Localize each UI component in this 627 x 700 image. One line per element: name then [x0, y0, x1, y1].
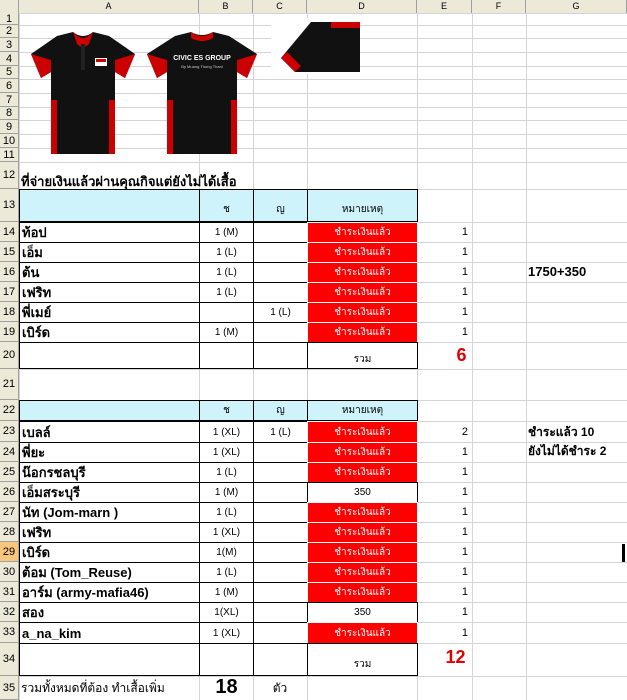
section2-total-value: 12 [445, 646, 466, 667]
column-header-b[interactable]: B [199, 0, 253, 13]
row-header-5[interactable]: 5 [0, 66, 19, 79]
qty-cell[interactable]: 1 [461, 506, 468, 518]
row-header-34[interactable]: 34 [0, 643, 19, 676]
male-size-cell[interactable]: 1 (XL) [199, 522, 254, 543]
female-size-cell[interactable] [253, 522, 308, 543]
summary-label: รวมทั้งหมดที่ต้อง ทำเสื้อเพิ่ม [21, 680, 165, 695]
name-cell[interactable]: เบลล์ [19, 421, 200, 443]
name-cell[interactable]: พี่เมย์ [19, 302, 200, 323]
row-header-1[interactable]: 1 [0, 13, 19, 25]
row-header-8[interactable]: 8 [0, 107, 19, 120]
name-cell[interactable]: เบิร์ด [19, 542, 200, 563]
female-size-cell[interactable] [253, 322, 308, 343]
male-size-cell[interactable]: 1(XL) [199, 602, 254, 623]
male-size-cell[interactable]: 1 (L) [199, 502, 254, 523]
payment-status-paid[interactable]: ชำระเงินแล้ว [307, 562, 418, 583]
qty-cell[interactable]: 1 [461, 626, 468, 639]
column-header-a[interactable]: A [19, 0, 199, 13]
row-header-10[interactable]: 10 [0, 134, 19, 148]
female-size-cell[interactable] [253, 282, 308, 303]
summary-value: 18 [215, 675, 238, 698]
male-size-cell[interactable]: 1 (L) [199, 242, 254, 263]
qty-cell[interactable]: 1 [461, 326, 468, 338]
female-size-cell[interactable] [253, 542, 308, 563]
section2-side-note-paid: ชำระแล้ว 10 [528, 425, 595, 439]
male-size-cell[interactable]: 1(M) [199, 542, 254, 563]
qty-cell[interactable]: 1 [461, 306, 468, 318]
row-header-21[interactable]: 21 [0, 369, 19, 400]
section1-header-female: ญ [253, 189, 308, 222]
female-size-cell[interactable]: 1 (L) [253, 421, 308, 443]
row-header-7[interactable]: 7 [0, 93, 19, 107]
row-header-32[interactable]: 32 [0, 602, 19, 622]
female-size-cell[interactable] [253, 442, 308, 463]
male-size-cell[interactable]: 1 (L) [199, 562, 254, 583]
female-size-cell[interactable] [253, 502, 308, 523]
polo-sleeve-image[interactable] [271, 18, 360, 74]
male-size-cell[interactable]: 1 (L) [199, 462, 254, 483]
payment-status-paid[interactable]: ชำระเงินแล้ว [307, 322, 418, 343]
column-header-d[interactable]: D [307, 0, 417, 13]
male-size-cell[interactable]: 1 (M) [199, 482, 254, 503]
polo-back-image[interactable] [143, 30, 261, 158]
qty-cell[interactable]: 1 [461, 446, 468, 458]
payment-status-paid[interactable]: ชำระเงินแล้ว [307, 282, 418, 303]
name-cell[interactable]: น๊อกรชลบุรี [19, 462, 200, 483]
polo-back-logo-text: CIVIC ES GROUP [173, 55, 231, 62]
female-size-cell[interactable] [253, 462, 308, 483]
female-size-cell[interactable] [253, 262, 308, 283]
column-header-g[interactable]: G [526, 0, 627, 13]
row-header-31[interactable]: 31 [0, 582, 19, 602]
female-size-cell[interactable] [253, 482, 308, 503]
row-header-15[interactable]: 15 [0, 242, 19, 262]
name-cell[interactable]: อาร์ม (army-mafia46) [19, 582, 200, 603]
row-header-9[interactable]: 9 [0, 120, 19, 134]
section2-total-blank [19, 643, 200, 676]
row-header-22[interactable]: 22 [0, 400, 19, 421]
male-size-cell[interactable]: 1 (XL) [199, 421, 254, 443]
name-cell[interactable]: พี่ยะ [19, 442, 200, 463]
row-header-3[interactable]: 3 [0, 38, 19, 52]
column-header-bar [0, 0, 627, 14]
row-header-23[interactable]: 23 [0, 421, 19, 442]
select-all-corner[interactable] [0, 0, 19, 13]
male-size-cell[interactable] [199, 302, 254, 323]
row-header-20[interactable]: 20 [0, 342, 19, 369]
qty-cell[interactable]: 1 [461, 246, 468, 258]
gridline-row [19, 162, 627, 163]
row-header-28[interactable]: 28 [0, 522, 19, 542]
section1-title: ที่จ่ายเงินแล้วผ่านคุณกิจแต่ยังไม่ได้เสื้อ [21, 173, 237, 189]
qty-cell[interactable]: 1 [461, 266, 468, 278]
qty-cell[interactable]: 1 [461, 566, 468, 578]
section2-header-male: ช [199, 400, 254, 421]
section1-total-label: รวม [307, 342, 418, 369]
name-cell[interactable]: ต้อม (Tom_Reuse) [19, 562, 200, 583]
payment-status-paid[interactable]: ชำระเงินแล้ว [307, 302, 418, 323]
qty-cell[interactable]: 1 [461, 606, 468, 618]
payment-status-paid[interactable]: ชำระเงินแล้ว [307, 222, 418, 243]
name-cell[interactable]: สอง [19, 602, 200, 623]
female-size-cell[interactable] [253, 242, 308, 263]
section2-header-female: ญ [253, 400, 308, 421]
qty-cell[interactable]: 1 [461, 286, 468, 298]
female-size-cell[interactable] [253, 562, 308, 583]
section1-header-male: ช [199, 189, 254, 222]
gridline-col [526, 13, 527, 700]
row-header-33[interactable]: 33 [0, 622, 19, 643]
payment-status-paid[interactable]: ชำระเงินแล้ว [307, 522, 418, 543]
payment-status-paid[interactable]: ชำระเงินแล้ว [307, 502, 418, 523]
section1-side-note: 1750+350 [528, 263, 587, 279]
section1-header-name [19, 189, 200, 222]
male-size-cell[interactable]: 1 (M) [199, 322, 254, 343]
payment-status-amount[interactable]: 350 [307, 602, 418, 623]
row-header-26[interactable]: 26 [0, 482, 19, 502]
name-cell[interactable]: ต้น [19, 262, 200, 283]
column-header-e[interactable]: E [417, 0, 472, 13]
payment-status-paid[interactable]: ชำระเงินแล้ว [307, 462, 418, 483]
section2-total-label: รวม [307, 643, 418, 676]
section1-total-blank [19, 342, 200, 369]
qty-cell[interactable]: 2 [461, 425, 468, 438]
name-cell[interactable]: เฟริท [19, 522, 200, 543]
payment-status-paid[interactable]: ชำระเงินแล้ว [307, 262, 418, 283]
row-header-4[interactable]: 4 [0, 52, 19, 66]
row-header-35[interactable]: 35 [0, 676, 19, 700]
row-header-29[interactable]: 29 [0, 542, 19, 562]
summary-unit: ตัว [272, 680, 288, 695]
scroll-indicator[interactable] [622, 544, 625, 562]
payment-status-paid[interactable]: ชำระเงินแล้ว [307, 442, 418, 463]
payment-status-paid[interactable]: ชำระเงินแล้ว [307, 582, 418, 603]
section2-total-blank-c [253, 643, 308, 676]
row-header-19[interactable]: 19 [0, 322, 19, 342]
name-cell[interactable]: นัท (Jom-marn ) [19, 502, 200, 523]
row-header-14[interactable]: 14 [0, 222, 19, 242]
male-size-cell[interactable]: 1 (XL) [199, 442, 254, 463]
section1-total-blank-b [199, 342, 254, 369]
polo-back-sub-text: By Muang Thong Thani [181, 64, 223, 69]
qty-cell[interactable]: 1 [461, 586, 468, 598]
polo-front-image[interactable] [27, 30, 139, 158]
column-header-c[interactable]: C [253, 0, 307, 13]
name-cell[interactable]: เอ็มสระบุรี [19, 482, 200, 503]
qty-cell[interactable]: 1 [461, 526, 468, 538]
payment-status-paid[interactable]: ชำระเงินแล้ว [307, 622, 418, 644]
row-header-6[interactable]: 6 [0, 79, 19, 93]
name-cell[interactable]: ท้อป [19, 222, 200, 243]
row-header-25[interactable]: 25 [0, 462, 19, 482]
row-header-13[interactable]: 13 [0, 189, 19, 222]
gridline-col [472, 13, 473, 700]
payment-status-amount[interactable]: 350 [307, 482, 418, 503]
payment-status-paid[interactable]: ชำระเงินแล้ว [307, 242, 418, 263]
male-size-cell[interactable]: 1 (M) [199, 222, 254, 243]
gridline-row [19, 369, 627, 370]
qty-cell[interactable]: 1 [461, 226, 468, 238]
payment-status-paid[interactable]: ชำระเงินแล้ว [307, 542, 418, 563]
female-size-cell[interactable] [253, 582, 308, 603]
qty-cell[interactable]: 1 [461, 466, 468, 478]
row-header-12[interactable]: 12 [0, 162, 19, 189]
section1-total-blank-c [253, 342, 308, 369]
column-header-f[interactable]: F [472, 0, 526, 13]
section2-header-note: หมายเหตุ [307, 400, 418, 421]
name-cell[interactable]: เบิร์ด [19, 322, 200, 343]
row-header-11[interactable]: 11 [0, 148, 19, 162]
row-header-24[interactable]: 24 [0, 442, 19, 462]
section1-header-note: หมายเหตุ [307, 189, 418, 222]
female-size-cell[interactable] [253, 222, 308, 243]
section1-total-value: 6 [456, 345, 467, 365]
qty-cell[interactable]: 1 [461, 546, 468, 558]
row-header-17[interactable]: 17 [0, 282, 19, 302]
row-header-2[interactable]: 2 [0, 25, 19, 38]
female-size-cell[interactable] [253, 602, 308, 623]
female-size-cell[interactable]: 1 (L) [253, 302, 308, 323]
male-size-cell[interactable]: 1 (XL) [199, 622, 254, 644]
male-size-cell[interactable]: 1 (M) [199, 582, 254, 603]
section2-side-note-unpaid: ยังไม่ได้ชำระ 2 [528, 444, 607, 458]
payment-status-paid[interactable]: ชำระเงินแล้ว [307, 421, 418, 443]
row-header-30[interactable]: 30 [0, 562, 19, 582]
section2-total-blank-b [199, 643, 254, 676]
female-size-cell[interactable] [253, 622, 308, 644]
name-cell[interactable]: เอ็ม [19, 242, 200, 263]
male-size-cell[interactable]: 1 (L) [199, 282, 254, 303]
row-header-18[interactable]: 18 [0, 302, 19, 322]
row-header-27[interactable]: 27 [0, 502, 19, 522]
gridline-row [19, 13, 627, 14]
name-cell[interactable]: เฟริท [19, 282, 200, 303]
name-cell[interactable]: a_na_kim [19, 622, 200, 644]
row-header-16[interactable]: 16 [0, 262, 19, 282]
section2-header-name [19, 400, 200, 421]
male-size-cell[interactable]: 1 (L) [199, 262, 254, 283]
qty-cell[interactable]: 1 [461, 486, 468, 498]
